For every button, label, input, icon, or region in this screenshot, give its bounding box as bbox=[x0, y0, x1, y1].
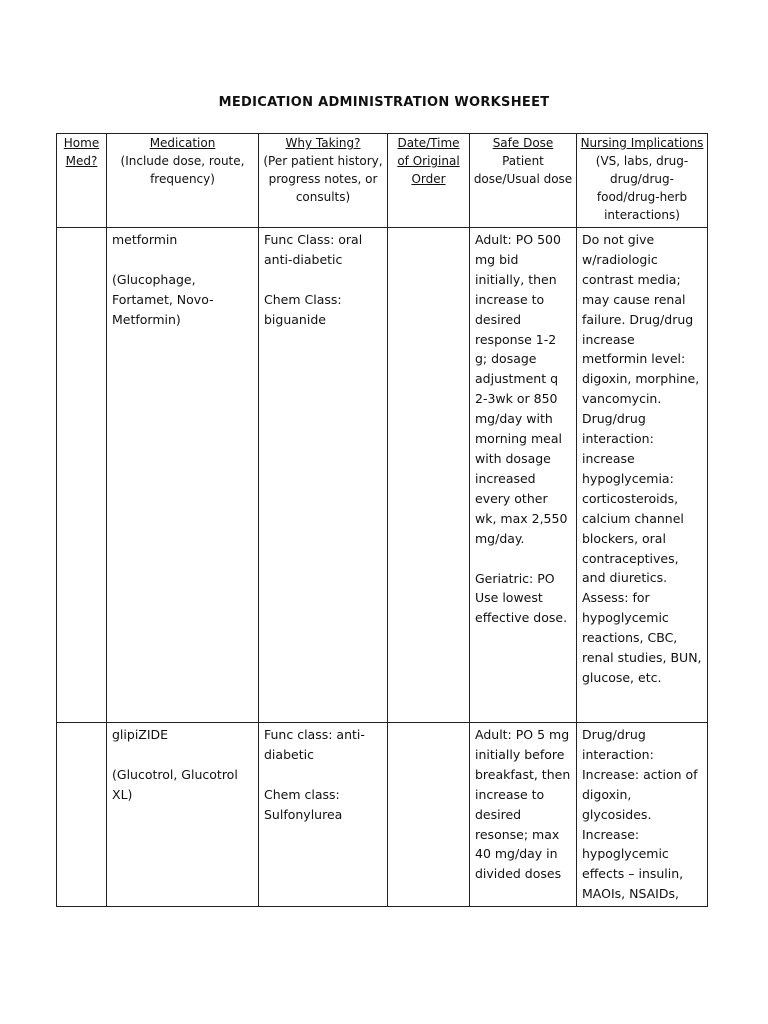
header-safe-dose-label: Safe Dose bbox=[492, 136, 554, 150]
safe-dose-adult: Adult: PO 5 mg initially before breakfast, then increase to desired resonse; max 40 mg/day in divided doses bbox=[475, 727, 571, 882]
medication-name: glipiZIDE bbox=[112, 727, 169, 742]
header-why-taking-label: Why Taking? bbox=[285, 136, 361, 150]
safe-dose-adult: Adult: PO 500 mg bid initially, then increase to desired response 1-2 g; dosage adjustment q 2-3wk or 850 mg/day with morning meal with dosage increased every other wk, max 2,550 mg/day. bbox=[475, 232, 568, 546]
chem-class: Chem class: Sulfonylurea bbox=[264, 786, 343, 822]
nursing-implications: Drug/drug interaction: Increase: action of digoxin, glycosides. Increase: hypoglycemic effects – insulin, MAOIs, NSAIDs, bbox=[582, 727, 698, 902]
home-med-cell bbox=[57, 228, 107, 723]
safe-dose-geriatric: Geriatric: PO Use lowest effective dose. bbox=[475, 570, 568, 626]
medication-brands: (Glucotrol, Glucotrol XL) bbox=[112, 766, 238, 802]
date-time-cell bbox=[388, 228, 470, 723]
header-home-med bbox=[57, 134, 107, 228]
table-row bbox=[57, 723, 708, 907]
header-safe-dose-sub: Patient dose/Usual dose bbox=[473, 154, 573, 186]
safe-dose-cell bbox=[470, 723, 577, 907]
header-home-med-line2: Med? bbox=[65, 154, 98, 168]
header-row bbox=[57, 134, 708, 228]
why-taking-cell bbox=[259, 723, 388, 907]
medication-table bbox=[56, 133, 708, 907]
worksheet-title: MEDICATION ADMINISTRATION WORKSHEET bbox=[218, 95, 550, 110]
date-time-cell bbox=[388, 723, 470, 907]
func-class: Func Class: oral anti-diabetic bbox=[264, 232, 363, 267]
nursing-cell bbox=[577, 723, 708, 907]
safe-dose-cell bbox=[470, 228, 577, 723]
header-home-med-line1: Home bbox=[63, 136, 100, 150]
header-safe-dose bbox=[470, 134, 577, 228]
chem-class: Chem Class: biguanide bbox=[264, 291, 342, 327]
header-medication bbox=[107, 134, 259, 228]
header-medication-label: Medication bbox=[149, 136, 216, 150]
nursing-implications: Do not give w/radiologic contrast media; may cause renal failure. Drug/drug increase metformin level: digoxin, morphine, vancomycin. Drug/drug interaction: increase hypoglycemia: corticosteroids, calcium channel blockers, oral contraceptives, and diuretics. Assess: for hypoglycemic reactions, CBC, renal studies, BUN, glucose, etc. bbox=[582, 232, 702, 685]
header-why-taking bbox=[259, 134, 388, 228]
header-date-time bbox=[388, 134, 470, 228]
header-nursing-label: Nursing Implications bbox=[580, 136, 704, 150]
header-date-time-label: Date/Time of Original Order bbox=[397, 136, 460, 186]
header-nursing-sub: (VS, labs, drug-drug/drug-food/drug-herb interactions) bbox=[595, 154, 689, 222]
why-taking-cell bbox=[259, 228, 388, 723]
header-why-taking-sub: (Per patient history, progress notes, or consults) bbox=[263, 154, 383, 204]
medication-brands: (Glucophage, Fortamet, Novo-Metformin) bbox=[112, 271, 214, 327]
medication-cell bbox=[107, 228, 259, 723]
medication-cell bbox=[107, 723, 259, 907]
header-medication-sub: (Include dose, route, frequency) bbox=[120, 154, 245, 186]
nursing-cell bbox=[577, 228, 708, 723]
header-nursing bbox=[577, 134, 708, 228]
medication-name: metformin bbox=[112, 232, 178, 247]
table-row bbox=[57, 228, 708, 723]
home-med-cell bbox=[57, 723, 107, 907]
func-class: Func class: anti-diabetic bbox=[264, 727, 365, 762]
